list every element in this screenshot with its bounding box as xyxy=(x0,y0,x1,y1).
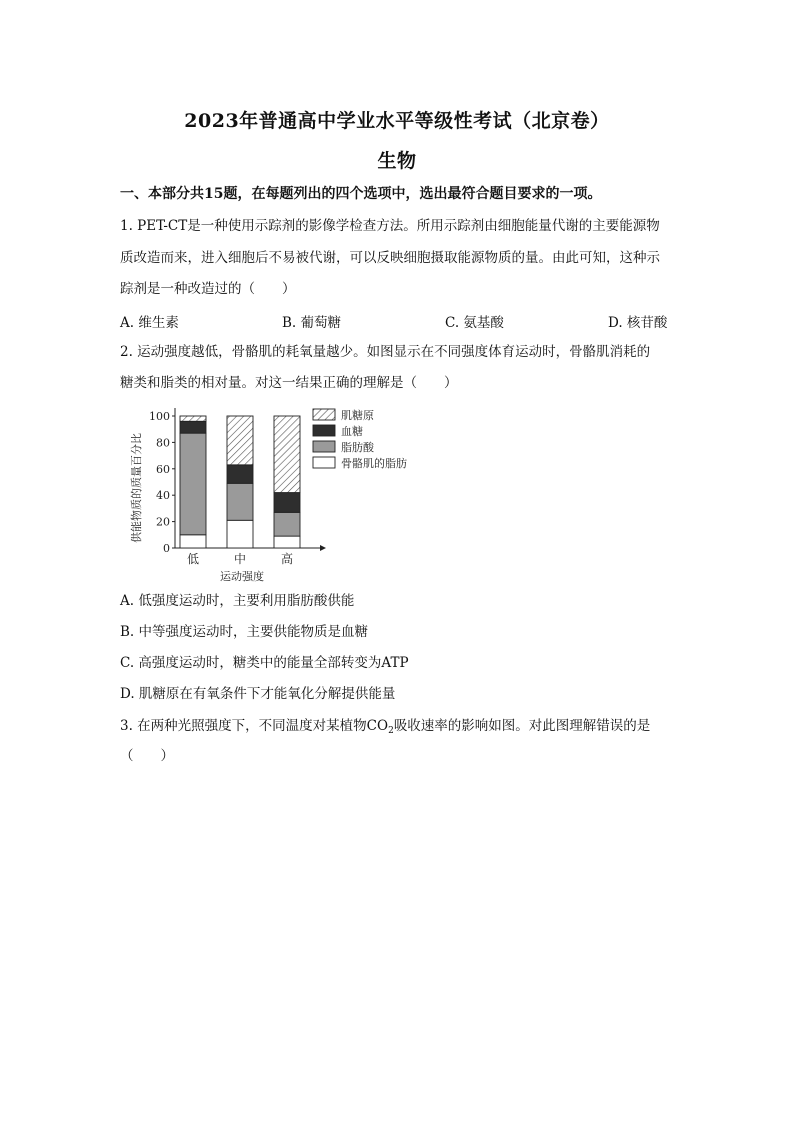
q2-line-2: 糖类和脂类的相对量。对这一结果正确的理解是（ ） xyxy=(120,375,458,391)
bar-segment xyxy=(180,416,206,421)
q3-text-after: 吸收速率的影响如图。对此图理解错误的是 xyxy=(393,718,651,734)
bar-segment xyxy=(274,493,300,513)
legend-label: 血糖 xyxy=(341,425,363,438)
q1-option-b[interactable]: B. 葡萄糖 xyxy=(282,315,342,331)
q1-line-1: 1. PET-CT是一种使用示踪剂的影像学检查方法。所用示踪剂由细胞能量代谢的主要能源物 xyxy=(120,218,660,234)
x-tick-label: 低 xyxy=(186,552,200,566)
y-tick-label: 80 xyxy=(156,436,170,450)
y-axis-label: 供能物质的质量百分比 xyxy=(130,433,143,543)
y-tick-label: 40 xyxy=(156,489,170,503)
q3-line-2: （ ） xyxy=(120,748,174,764)
bar-segment xyxy=(274,512,300,536)
x-tick-label: 中 xyxy=(233,552,247,566)
q1-option-a[interactable]: A. 维生素 xyxy=(120,315,179,331)
legend-label: 脂肪酸 xyxy=(341,441,374,454)
legend-swatch xyxy=(313,441,335,452)
y-tick-label: 60 xyxy=(156,462,170,476)
bar-segment xyxy=(227,465,253,483)
legend-swatch xyxy=(313,409,335,420)
q3-line-1 xyxy=(120,716,680,741)
bar-segment xyxy=(180,421,206,433)
q1-options xyxy=(120,311,680,331)
q2-option-b[interactable]: B. 中等强度运动时，主要供能物质是血糖 xyxy=(120,624,369,640)
bar-segment xyxy=(227,520,253,548)
x-tick-label: 高 xyxy=(280,552,294,566)
bar-segment xyxy=(274,536,300,548)
legend-label: 骨骼肌的脂肪 xyxy=(341,457,407,470)
q3-text-before: 3. 在两种光照强度下，不同温度对某植物CO xyxy=(120,718,389,734)
energy-source-chart xyxy=(120,398,440,588)
subject-title: 生物 xyxy=(377,150,417,172)
y-tick-label: 20 xyxy=(156,515,170,529)
legend-swatch xyxy=(313,425,335,436)
q2-option-a[interactable]: A. 低强度运动时，主要利用脂肪酸供能 xyxy=(120,593,355,609)
q1-option-c[interactable]: C. 氨基酸 xyxy=(445,315,504,331)
y-tick-label: 100 xyxy=(149,410,170,423)
q1-option-d[interactable]: D. 核苷酸 xyxy=(608,315,668,331)
legend-label: 肌糖原 xyxy=(341,409,374,422)
q2-option-c[interactable]: C. 高强度运动时，糖类中的能量全部转变为ATP xyxy=(120,655,409,671)
bar-segment xyxy=(227,416,253,465)
bar-segment xyxy=(274,416,300,493)
q2-line-1: 2. 运动强度越低，骨骼肌的耗氧量越少。如图显示在不同强度体育运动时，骨骼肌消耗的 xyxy=(120,344,651,360)
bar-segment xyxy=(180,433,206,535)
bar-segment xyxy=(227,483,253,520)
y-tick-label: 0 xyxy=(163,542,170,555)
bar-segment xyxy=(180,535,206,548)
exam-title: 2023年普通高中学业水平等级性考试（北京卷） xyxy=(184,110,610,132)
section-heading: 一、本部分共15题，在每题列出的四个选项中，选出最符合题目要求的一项。 xyxy=(120,186,602,202)
legend-swatch xyxy=(313,457,335,468)
x-axis-label: 运动强度 xyxy=(220,570,264,583)
q1-line-3: 踪剂是一种改造过的（ ） xyxy=(120,281,296,297)
x-axis-arrow xyxy=(320,545,326,551)
q1-line-2: 质改造而来，进入细胞后不易被代谢，可以反映细胞摄取能源物质的量。由此可知，这种示 xyxy=(120,250,660,266)
q2-option-d[interactable]: D. 肌糖原在有氧条件下才能氧化分解提供能量 xyxy=(120,686,396,702)
q3-subscript: 2 xyxy=(388,726,394,736)
